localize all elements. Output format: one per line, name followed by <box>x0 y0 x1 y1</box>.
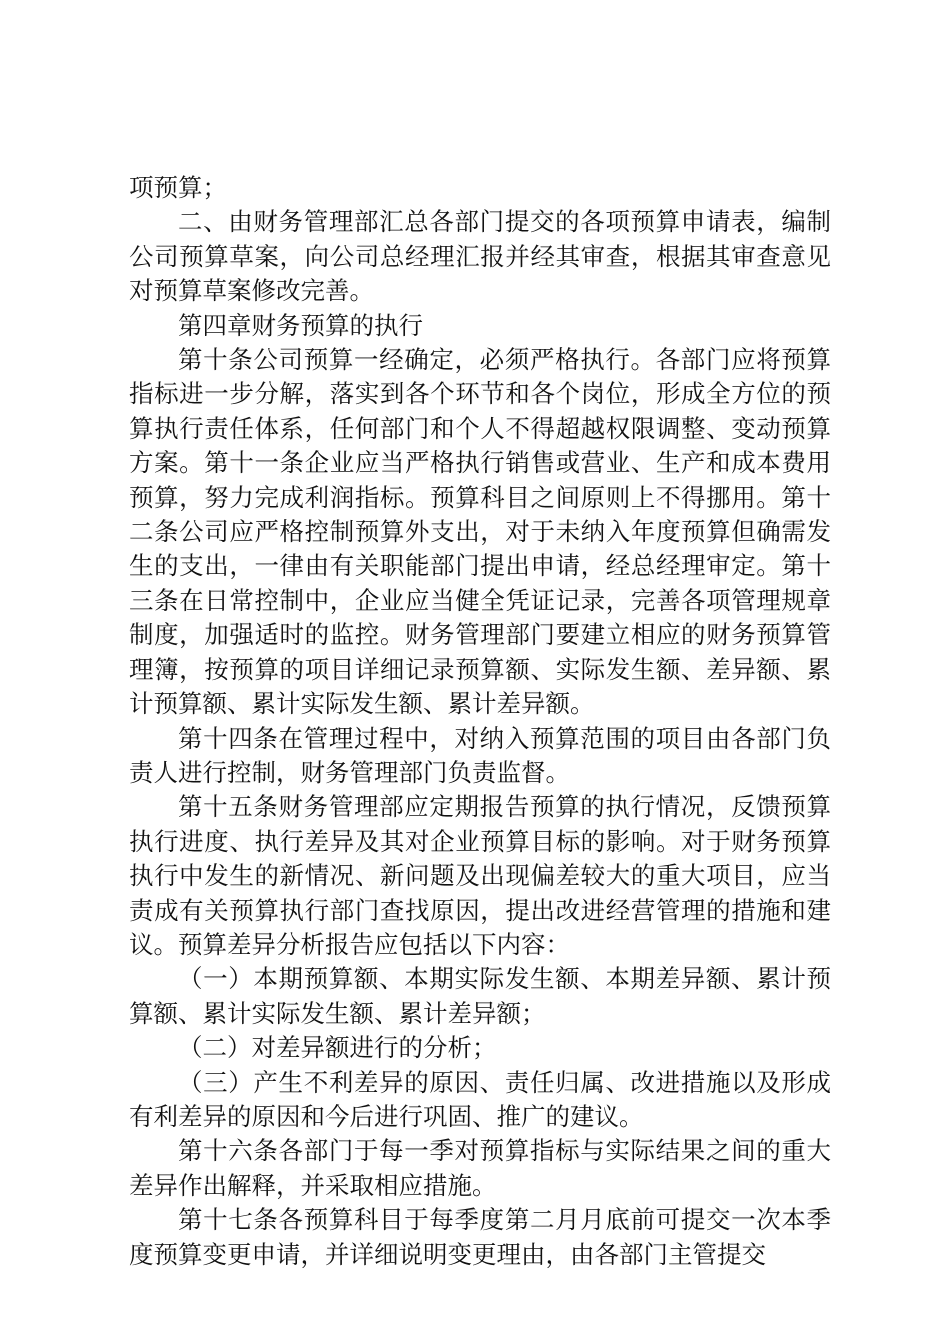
paragraph-item-two: 二、由财务管理部汇总各部门提交的各项预算申请表，编制公司预算草案，向公司总经理汇报并经其审查，根据其审查意见对预算草案修改完善。 <box>129 207 831 306</box>
paragraph-continuation: 项预算； <box>129 173 227 202</box>
paragraph-sub-item-2: （二）对差异额进行的分析； <box>178 1033 497 1063</box>
paragraph-article-16: 第十六条各部门于每一季对预算指标与实际结果之间的重大差异作出解释，并采取相应措施。 <box>129 1136 831 1200</box>
paragraph-article-14: 第十四条在管理过程中，对纳入预算范围的项目由各部门负责人进行控制，财务管理部门负责监督。 <box>129 723 831 787</box>
paragraph-article-17: 第十七条各预算科目于每季度第二月月底前可提交一次本季度预算变更申请，并详细说明变更理由，由各部门主管提交 <box>129 1205 831 1269</box>
document-body <box>129 171 831 1272</box>
chapter-heading: 第四章财务预算的执行 <box>178 310 423 340</box>
paragraph-article-15: 第十五条财务管理部应定期报告预算的执行情况，反馈预算执行进度、执行差异及其对企业预算目标的影响。对于财务预算执行中发生的新情况、新问题及出现偏差较大的重大项目，应当责成有关预算执行部门查找原因，提出改进经营管理的措施和建议。预算差异分析报告应包括以下内容： <box>129 792 831 959</box>
paragraph-sub-item-1: （一）本期预算额、本期实际发生额、本期差异额、累计预算额、累计实际发生额、累计差异额； <box>129 964 831 1028</box>
paragraph-article-10: 第十条公司预算一经确定，必须严格执行。各部门应将预算指标进一步分解，落实到各个环节和各个岗位，形成全方位的预算执行责任体系，任何部门和个人不得超越权限调整、变动预算方案。第十一条企业应当严格执行销售或营业、生产和成本费用预算，努力完成利润指标。预算科目之间原则上不得挪用。第十二条公司应严格控制预算外支出，对于未纳入年度预算但确需发生的支出，一律由有关职能部门提出申请，经总经理审定。第十三条在日常控制中，企业应当健全凭证记录，完善各项管理规章制度，加强适时的监控。财务管理部门要建立相应的财务预算管理簿，按预算的项目详细记录预算额、实际发生额、差异额、累计预算额、累计实际发生额、累计差异额。 <box>129 345 831 719</box>
paragraph-sub-item-3: （三）产生不利差异的原因、责任归属、改进措施以及形成有利差异的原因和今后进行巩固、推广的建议。 <box>129 1067 831 1131</box>
